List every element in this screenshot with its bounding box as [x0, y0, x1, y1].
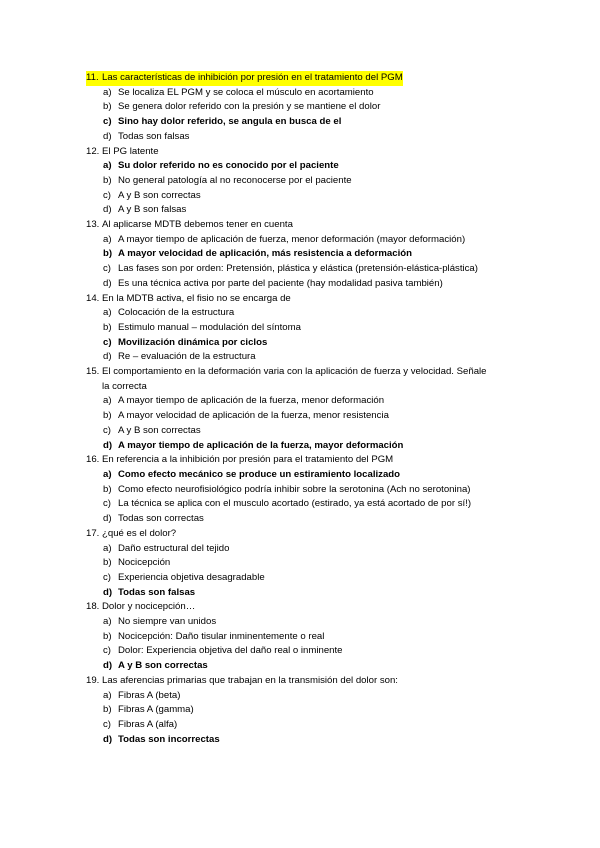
option — [86, 439, 586, 454]
question-text: Al aplicarse MDTB debemos tener en cuenta — [102, 219, 293, 231]
question-16 — [86, 453, 586, 527]
option-letter: b) — [103, 704, 112, 716]
question-list — [86, 71, 586, 747]
option — [86, 542, 586, 557]
option — [86, 203, 586, 218]
question-18 — [86, 600, 586, 674]
option-text: Daño estructural del tejido — [118, 542, 230, 554]
option — [86, 336, 586, 351]
question-heading — [86, 292, 586, 307]
option — [86, 409, 586, 424]
option-text: Todas son correctas — [118, 513, 204, 525]
option — [86, 100, 586, 115]
option-text: Todas son falsas — [118, 130, 190, 142]
option-letter: d) — [103, 204, 112, 216]
option-letter: a) — [103, 307, 112, 319]
option — [86, 174, 586, 189]
option-text: A mayor tiempo de aplicación de la fuerza, mayor deformación — [118, 439, 404, 451]
question-text: Las aferencias primarias que trabajan en la transmisión del dolor son: — [102, 674, 398, 686]
question-text: En referencia a la inhibición por presión para el tratamiento del PGM — [102, 454, 394, 466]
option — [86, 644, 586, 659]
question-number: 11. — [86, 71, 102, 86]
option-letter: b) — [103, 101, 112, 113]
option-letter: b) — [103, 630, 112, 642]
option — [86, 703, 586, 718]
option-letter: b) — [103, 410, 112, 422]
option-text: A y B son falsas — [118, 204, 187, 216]
option-letter: a) — [103, 160, 112, 172]
question-12 — [86, 145, 586, 219]
option-text: Su dolor referido no es conocido por el paciente — [118, 160, 339, 172]
option-letter: a) — [103, 233, 112, 245]
question-11 — [86, 71, 586, 145]
question-text: El comportamiento en la deformación varia con la aplicación de fuerza y velocidad. Señale — [102, 366, 487, 378]
question-heading — [86, 527, 586, 542]
option — [86, 233, 586, 248]
option-letter: a) — [103, 86, 112, 98]
option-text: Las fases son por orden: Pretensión, plástica y elástica (pretensión-elástica-plástica) — [118, 263, 478, 275]
question-heading — [86, 600, 586, 615]
question-14 — [86, 292, 586, 366]
option-text: Movilización dinámica por ciclos — [118, 336, 268, 348]
option — [86, 321, 586, 336]
option-letter: c) — [103, 189, 111, 201]
option-letter: d) — [103, 660, 113, 672]
option-text: Nocicepción: Daño tisular inminentemente o real — [118, 630, 325, 642]
option-letter: b) — [103, 248, 113, 260]
option-letter: b) — [103, 321, 112, 333]
option-letter: d) — [103, 586, 113, 598]
question-heading — [86, 453, 586, 468]
option — [86, 86, 586, 101]
option-text: A y B son correctas — [118, 424, 201, 436]
question-15 — [86, 365, 586, 453]
option-text: Fibras A (beta) — [118, 689, 181, 701]
option-text: Fibras A (gamma) — [118, 704, 194, 716]
option — [86, 247, 586, 262]
option-letter: a) — [103, 395, 112, 407]
option-text: A mayor tiempo de aplicación de fuerza, menor deformación (mayor deformación) — [118, 233, 466, 245]
option-text: Como efecto mecánico se produce un estiramiento localizado — [118, 468, 401, 480]
option — [86, 483, 586, 498]
option-letter: a) — [103, 542, 112, 554]
question-text: En la MDTB activa, el fisio no se encarga de — [102, 292, 291, 304]
question-heading — [86, 71, 586, 86]
option — [86, 189, 586, 204]
option-text: Sino hay dolor referido, se angula en busca de el — [118, 116, 342, 128]
question-heading — [86, 674, 586, 689]
option — [86, 262, 586, 277]
option — [86, 277, 586, 292]
question-number: 12. — [86, 145, 100, 157]
option-letter: c) — [103, 571, 111, 583]
question-number: 13. — [86, 219, 100, 231]
option-letter: c) — [103, 718, 111, 730]
question-text: Las características de inhibición por presión en el tratamiento del PGM — [102, 71, 403, 86]
question-number: 16. — [86, 454, 100, 466]
option-text: Todas son incorrectas — [118, 733, 220, 745]
option — [86, 350, 586, 365]
option — [86, 556, 586, 571]
option-letter: d) — [103, 733, 113, 745]
option-letter: a) — [103, 616, 112, 628]
question-number: 14. — [86, 292, 100, 304]
option-letter: b) — [103, 483, 112, 495]
option-text: Estimulo manual – modulación del síntoma — [118, 321, 301, 333]
question-number: 17. — [86, 527, 100, 539]
option-text: Colocación de la estructura — [118, 307, 235, 319]
option-text: A mayor tiempo de aplicación de la fuerza, menor deformación — [118, 395, 385, 407]
option-text: Dolor: Experiencia objetiva del daño real o inminente — [118, 645, 343, 657]
question-number: 15. — [86, 366, 100, 378]
option — [86, 615, 586, 630]
option-letter: d) — [103, 439, 113, 451]
option — [86, 689, 586, 704]
option — [86, 512, 586, 527]
option — [86, 718, 586, 733]
option-text: A y B son correctas — [118, 189, 201, 201]
option — [86, 306, 586, 321]
option-text: No siempre van unidos — [118, 616, 217, 628]
option-letter: c) — [103, 116, 112, 128]
option-text: Re – evaluación de la estructura — [118, 351, 256, 363]
question-19 — [86, 674, 586, 748]
option-text: Es una técnica activa por parte del paciente (hay modalidad pasiva también) — [118, 277, 443, 289]
question-text: Dolor y nocicepción… — [102, 601, 196, 613]
question-text: El PG latente — [102, 145, 159, 157]
option — [86, 424, 586, 439]
option-letter: b) — [103, 557, 112, 569]
option-letter: d) — [103, 277, 112, 289]
option-text: La técnica se aplica con el musculo acortado (estirado, ya está acortado de por sí!) — [118, 498, 472, 510]
option-letter: c) — [103, 336, 112, 348]
option — [86, 115, 586, 130]
option-text: Todas son falsas — [118, 586, 196, 598]
option-letter: b) — [103, 174, 112, 186]
option-text: A mayor velocidad de aplicación, más resistencia a deformación — [118, 248, 412, 260]
question-13 — [86, 218, 586, 292]
option-letter: c) — [103, 263, 111, 275]
option — [86, 468, 586, 483]
option — [86, 159, 586, 174]
question-heading — [86, 365, 586, 380]
question-text: ¿qué es el dolor? — [102, 527, 177, 539]
option-letter: d) — [103, 351, 112, 363]
option-text: Se localiza EL PGM y se coloca el músculo en acortamiento — [118, 86, 374, 98]
option-text: Se genera dolor referido con la presión y se mantiene el dolor — [118, 101, 381, 113]
option — [86, 659, 586, 674]
option-letter: c) — [103, 498, 111, 510]
option-text: A y B son correctas — [118, 660, 208, 672]
option — [86, 394, 586, 409]
question-number: 18. — [86, 601, 100, 613]
option-letter: a) — [103, 468, 112, 480]
option — [86, 497, 586, 512]
option — [86, 630, 586, 645]
question-number: 19. — [86, 674, 100, 686]
option — [86, 130, 586, 145]
option-letter: c) — [103, 424, 111, 436]
option-letter: d) — [103, 130, 112, 142]
option — [86, 733, 586, 748]
option-letter: d) — [103, 513, 112, 525]
option-text: Nocicepción — [118, 557, 171, 569]
option — [86, 586, 586, 601]
question-heading — [86, 145, 586, 160]
question-text-continuation: la correcta — [102, 380, 147, 392]
option-letter: a) — [103, 689, 112, 701]
option-text: Como efecto neurofisiológico podría inhibir sobre la serotonina (Ach no serotonina) — [118, 483, 471, 495]
option-text: Fibras A (alfa) — [118, 718, 178, 730]
question-heading — [86, 218, 586, 233]
option-text: Experiencia objetiva desagradable — [118, 571, 265, 583]
option-text: No general patología al no reconocerse por el paciente — [118, 174, 352, 186]
option — [86, 571, 586, 586]
question-17 — [86, 527, 586, 601]
option-text: A mayor velocidad de aplicación de la fuerza, menor resistencia — [118, 410, 389, 422]
option-letter: c) — [103, 645, 111, 657]
